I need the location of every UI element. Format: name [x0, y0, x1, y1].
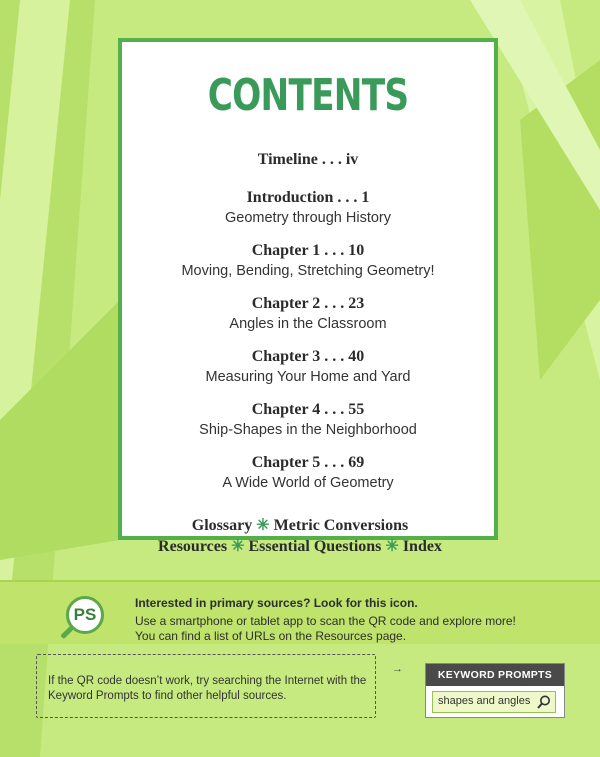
backmatter-row-1: [0, 515, 600, 536]
toc-entry-subtitle: Angles in the Classroom: [229, 316, 387, 332]
backmatter-row-2: [0, 536, 600, 557]
toc-entry-chapter-1: [122, 241, 494, 281]
toc-entry-head: Chapter 4 . . . 55: [251, 401, 365, 418]
resources-link: Resources: [158, 538, 228, 555]
toc-entry-head: Timeline . . . iv: [257, 151, 359, 168]
table-of-contents: [122, 150, 494, 506]
toc-entry-head: Chapter 1 . . . 10: [251, 242, 365, 259]
toc-entry-head: Chapter 3 . . . 40: [251, 348, 365, 365]
toc-entry-head: Chapter 2 . . . 23: [251, 295, 365, 312]
toc-entry-head: Introduction . . . 1: [246, 189, 370, 206]
page-title: CONTENTS: [207, 70, 409, 121]
separator-star-icon: ✳: [385, 538, 399, 555]
arrow-icon: →: [392, 663, 403, 675]
toc-entry-subtitle: A Wide World of Geometry: [222, 475, 394, 491]
keyword-prompts-label: KEYWORD PROMPTS: [426, 664, 564, 686]
index-link: Index: [402, 538, 442, 555]
toc-entry-timeline: [122, 150, 494, 170]
toc-entry-chapter-5: [122, 453, 494, 493]
contents-panel: [118, 38, 498, 540]
magnifier-icon: [536, 694, 552, 710]
toc-entry-chapter-4: [122, 400, 494, 440]
keyword-value: shapes and angles: [438, 695, 531, 707]
essential-questions-link: Essential Questions: [248, 538, 382, 555]
primary-sources-line-1: Use a smartphone or tablet app to scan the QR code and explore more!: [135, 614, 516, 628]
toc-entry-subtitle: Geometry through History: [224, 210, 391, 226]
toc-entry-head: Chapter 5 . . . 69: [251, 454, 365, 471]
primary-sources-line-2: You can find a list of URLs on the Resources page.: [135, 629, 407, 643]
toc-entry-subtitle: Moving, Bending, Stretching Geometry!: [181, 263, 435, 279]
separator-star-icon: ✳: [256, 517, 270, 534]
backmatter-list: [0, 515, 600, 557]
keyword-prompts-box: [425, 663, 565, 718]
separator-star-icon: ✳: [231, 538, 245, 555]
metric-conversions-link: Metric Conversions: [273, 517, 409, 534]
toc-entry-subtitle: Ship-Shapes in the Neighborhood: [199, 422, 417, 438]
primary-sources-question: Interested in primary sources? Look for this icon.: [135, 596, 418, 610]
glossary-link: Glossary: [191, 517, 253, 534]
toc-entry-chapter-3: [122, 347, 494, 387]
keyword-search-field: [432, 691, 556, 713]
toc-entry-subtitle: Measuring Your Home and Yard: [205, 369, 411, 385]
primary-sources-icon: PS: [66, 596, 104, 634]
toc-entry-introduction: [122, 188, 494, 228]
qr-note-text: If the QR code doesn’t work, try searching the Internet with the Keyword Prompts to find other helpful sources.: [48, 675, 367, 702]
primary-sources-text: [135, 596, 575, 644]
toc-entry-chapter-2: [122, 294, 494, 334]
